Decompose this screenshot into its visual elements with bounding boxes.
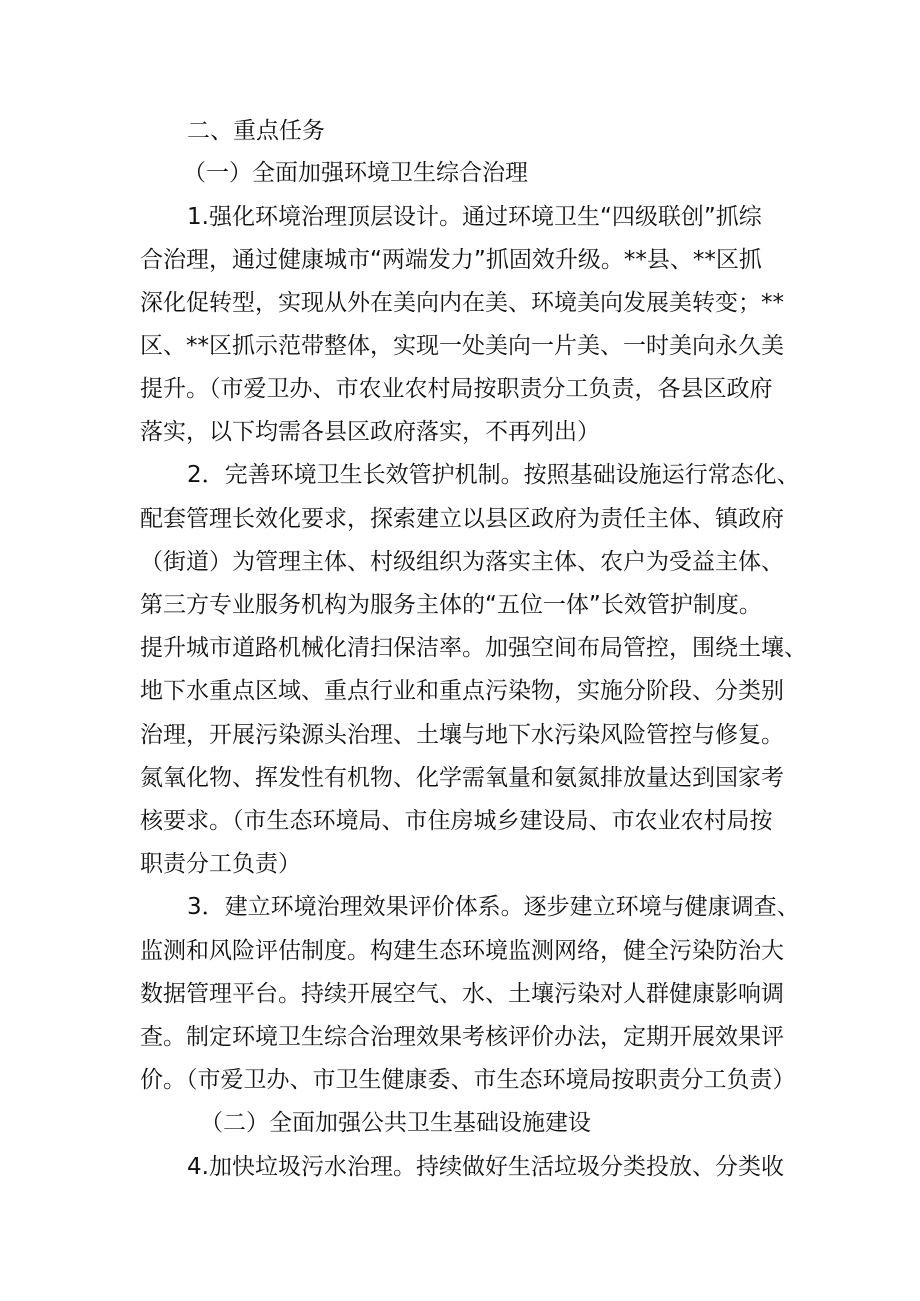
- subsection-heading: （一）全面加强环境卫生综合治理: [183, 160, 528, 186]
- section-heading: 二、重点任务: [187, 118, 325, 144]
- paragraph-line: 1.强化环境治理顶层设计。通过环境卫生“四级联创”抓综: [187, 204, 762, 230]
- paragraph-line: 价。（市爱卫办、市卫生健康委、市生态环境局按职责分工负责）: [140, 1067, 796, 1093]
- paragraph-line: 监测和风险评估制度。构建生态环境监测网络，健全污染防治大: [140, 938, 784, 964]
- paragraph-line: 氮氧化物、挥发性有机物、化学需氧量和氨氮排放量达到国家考: [140, 765, 784, 791]
- paragraph-line: 深化促转型，实现从外在美向内在美、环境美向发展美转变；**: [140, 290, 784, 316]
- paragraph-line: 查。制定环境卫生综合治理效果考核评价办法，定期开展效果评: [140, 1024, 784, 1050]
- paragraph-line: 4.加快垃圾污水治理。持续做好生活垃圾分类投放、分类收: [187, 1154, 784, 1180]
- paragraph-line: 合治理，通过健康城市“两端发力”抓固效升级。**县、**区抓: [140, 247, 762, 273]
- paragraph-line: 区、**区抓示范带整体，实现一处美向一片美、一时美向永久美: [140, 333, 784, 359]
- paragraph-line: 第三方专业服务机构为服务主体的“五位一体”长效管护制度。: [140, 592, 762, 618]
- paragraph-line: 3．建立环境治理效果评价体系。逐步建立环境与健康调查、: [187, 894, 800, 920]
- paragraph-line: 提升城市道路机械化清扫保洁率。加强空间布局管控，围绕土壤、: [140, 635, 807, 661]
- paragraph-line: 治理，开展污染源头治理、土壤与地下水污染风险管控与修复。: [140, 722, 784, 748]
- paragraph-line: 提升。（市爱卫办、市农业农村局按职责分工负责，各县区政府: [140, 376, 773, 402]
- paragraph-line: 地下水重点区域、重点行业和重点污染物，实施分阶段、分类别: [140, 678, 784, 704]
- paragraph-line: 配套管理长效化要求，探索建立以县区政府为责任主体、镇政府: [140, 506, 784, 532]
- paragraph-line: 落实，以下均需各县区政府落实，不再列出）: [140, 419, 600, 445]
- paragraph-line: 职责分工负责）: [140, 851, 301, 877]
- paragraph-line: （街道）为管理主体、村级组织为落实主体、农户为受益主体、: [140, 549, 784, 575]
- paragraph-line: 核要求。（市生态环境局、市住房城乡建设局、市农业农村局按: [140, 808, 773, 834]
- subsection-heading: （二）全面加强公共卫生基础设施建设: [200, 1110, 591, 1136]
- paragraph-line: 数据管理平台。持续开展空气、水、土壤污染对人群健康影响调: [140, 981, 784, 1007]
- paragraph-line: 2．完善环境卫生长效管护机制。按照基础设施运行常态化、: [187, 462, 800, 488]
